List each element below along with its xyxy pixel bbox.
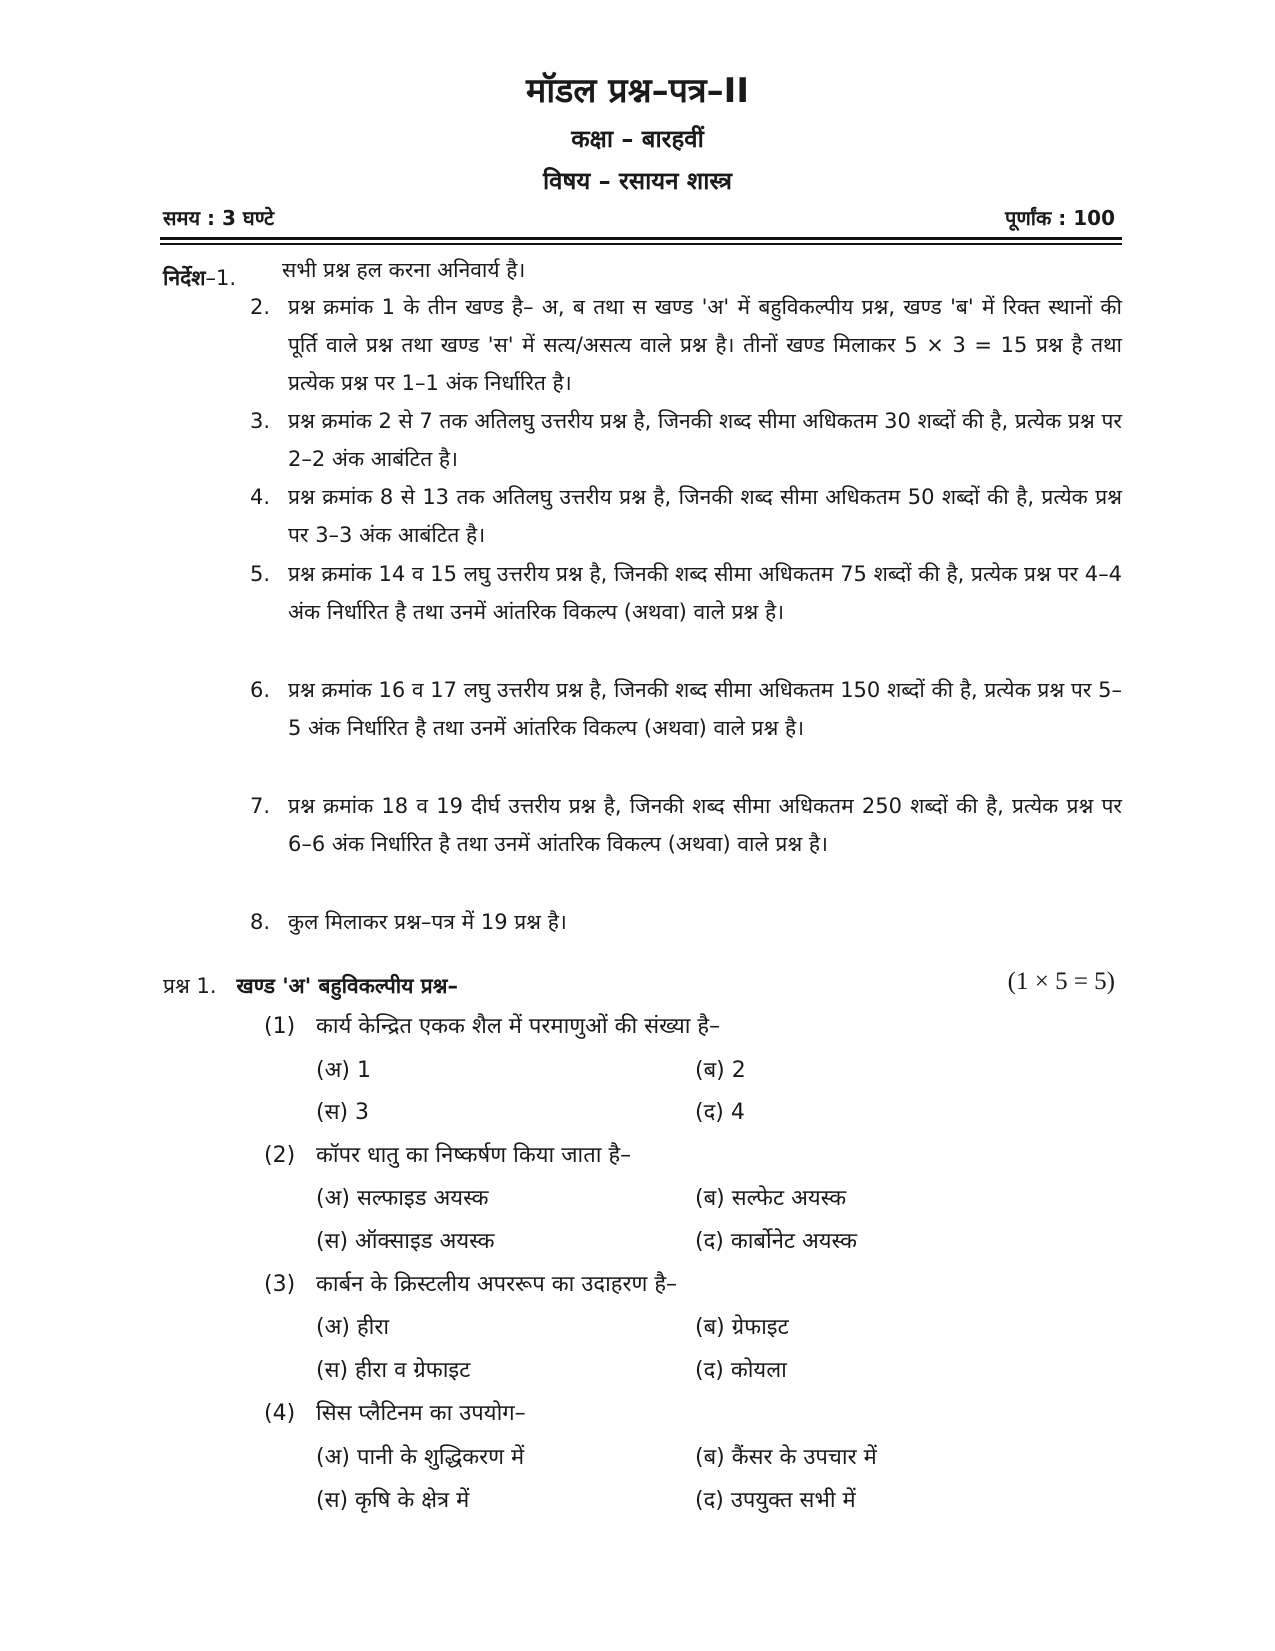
- instruction-number: 2.: [250, 295, 271, 319]
- subquestion-number: (1): [264, 1014, 296, 1039]
- instruction-text: कुल मिलाकर प्रश्न–पत्र में 19 प्रश्न है।: [288, 910, 567, 934]
- option-b: (ब) ग्रेफाइट: [695, 1315, 789, 1340]
- option-a: (अ) पानी के शुद्धिकरण में: [316, 1445, 525, 1470]
- subquestion: [264, 1397, 526, 1427]
- subquestion-text: कार्बन के क्रिस्टलीय अपररूप का उदाहरण है–: [316, 1272, 678, 1297]
- class-label: कक्षा – बारहवीं: [571, 125, 704, 153]
- subject-label: विषय – रसायन शास्त्र: [542, 167, 733, 195]
- option-c: (स) 3: [316, 1100, 370, 1125]
- option-d: (द) 4: [695, 1100, 745, 1125]
- header-divider: [160, 237, 1122, 240]
- instruction-text: सभी प्रश्न हल करना अनिवार्य है।: [282, 258, 526, 282]
- paper-title: मॉडल प्रश्न–पत्र–II: [526, 71, 749, 111]
- time-label: समय : 3 घण्टे: [163, 206, 275, 230]
- section-heading: खण्ड 'अ' बहुविकल्पीय प्रश्न–: [236, 974, 459, 998]
- subquestion: [264, 1268, 677, 1298]
- subquestion: [264, 1139, 631, 1169]
- subquestion-text: कार्य केन्द्रित एकक शैल में परमाणुओं की संख्या है–: [316, 1014, 721, 1039]
- option-c: (स) कृषि के क्षेत्र में: [316, 1488, 470, 1513]
- instruction-text: प्रश्न क्रमांक 14 व 15 लघु उत्तरीय प्रश्न है, जिनकी शब्द सीमा अधिकतम 75 शब्दों की है, प्रत्येक प्रश्न पर 4–4 अंक निर्धारित है तथा उनमें आंतरिक विकल्प (अथवा) वाले प्रश्न है।: [288, 562, 1122, 624]
- instruction-text: प्रश्न क्रमांक 1 के तीन खण्ड है– अ, ब तथा स खण्ड 'अ' में बहुविकल्पीय प्रश्न, खण्ड 'ब' में रिक्त स्थानों की पूर्ति वाले प्रश्न तथा खण्ड 'स' में सत्य/असत्य वाले प्रश्न है। तीनों खण्ड मिलाकर 5 × 3 = 15 प्रश्न है तथा प्रत्येक प्रश्न पर 1–1 अंक निर्धारित है।: [288, 295, 1122, 395]
- option-d: (द) उपयुक्त सभी में: [695, 1488, 856, 1513]
- instruction-number: –1.: [205, 266, 237, 290]
- instruction-text: प्रश्न क्रमांक 8 से 13 तक अतिलघु उत्तरीय प्रश्न है, जिनकी शब्द सीमा अधिकतम 50 शब्दों की है, प्रत्येक प्रश्न पर 3–3 अंक आबंटित है।: [288, 485, 1122, 547]
- subquestion-text: कॉपर धातु का निष्कर्षण किया जाता है–: [316, 1143, 632, 1168]
- instruction-number: 5.: [250, 562, 271, 586]
- instruction-number: 6.: [250, 678, 271, 702]
- instruction-number: 8.: [250, 910, 271, 934]
- instruction-number: 7.: [250, 794, 271, 818]
- subquestion-number: (4): [264, 1401, 296, 1426]
- option-b: (ब) 2: [695, 1058, 746, 1083]
- question-1-marks: (1 × 5 = 5): [1007, 968, 1115, 995]
- option-a: (अ) हीरा: [316, 1315, 390, 1340]
- max-marks-label: पूर्णांक : 100: [1004, 206, 1115, 230]
- option-c: (स) ऑक्साइड अयस्क: [316, 1229, 495, 1254]
- header-divider-thin: [160, 243, 1122, 245]
- option-c: (स) हीरा व ग्रेफाइट: [316, 1358, 471, 1383]
- instruction-number: 4.: [250, 485, 271, 509]
- subquestion-text: सिस प्लैटिनम का उपयोग–: [316, 1401, 526, 1426]
- option-a: (अ) सल्फाइड अयस्क: [316, 1186, 489, 1211]
- instruction-text: प्रश्न क्रमांक 18 व 19 दीर्घ उत्तरीय प्रश्न है, जिनकी शब्द सीमा अधिकतम 250 शब्दों की है, प्रत्येक प्रश्न पर 6–6 अंक निर्धारित है तथा उनमें आंतरिक विकल्प (अथवा) वाले प्रश्न है।: [288, 794, 1122, 856]
- option-d: (द) कार्बोनेट अयस्क: [695, 1229, 858, 1254]
- instruction-text: प्रश्न क्रमांक 2 से 7 तक अतिलघु उत्तरीय प्रश्न है, जिनकी शब्द सीमा अधिकतम 30 शब्दों की है, प्रत्येक प्रश्न पर 2–2 अंक आबंटित है।: [288, 409, 1122, 471]
- option-a: (अ) 1: [316, 1058, 371, 1083]
- question-1-heading: [163, 972, 458, 1000]
- instructions-heading: [163, 264, 236, 292]
- question-label: प्रश्न 1.: [163, 974, 217, 998]
- option-b: (ब) सल्फेट अयस्क: [695, 1186, 847, 1211]
- subquestion: [264, 1010, 720, 1040]
- instruction-text: प्रश्न क्रमांक 16 व 17 लघु उत्तरीय प्रश्न है, जिनकी शब्द सीमा अधिकतम 150 शब्दों की है, प्रत्येक प्रश्न पर 5–5 अंक निर्धारित है तथा उनमें आंतरिक विकल्प (अथवा) वाले प्रश्न है।: [288, 678, 1122, 740]
- instruction-number: 3.: [250, 409, 271, 433]
- option-d: (द) कोयला: [695, 1358, 787, 1383]
- subquestion-number: (3): [264, 1272, 296, 1297]
- option-b: (ब) कैंसर के उपचार में: [695, 1445, 877, 1470]
- subquestion-number: (2): [264, 1143, 296, 1168]
- instructions-label: निर्देश: [163, 266, 206, 290]
